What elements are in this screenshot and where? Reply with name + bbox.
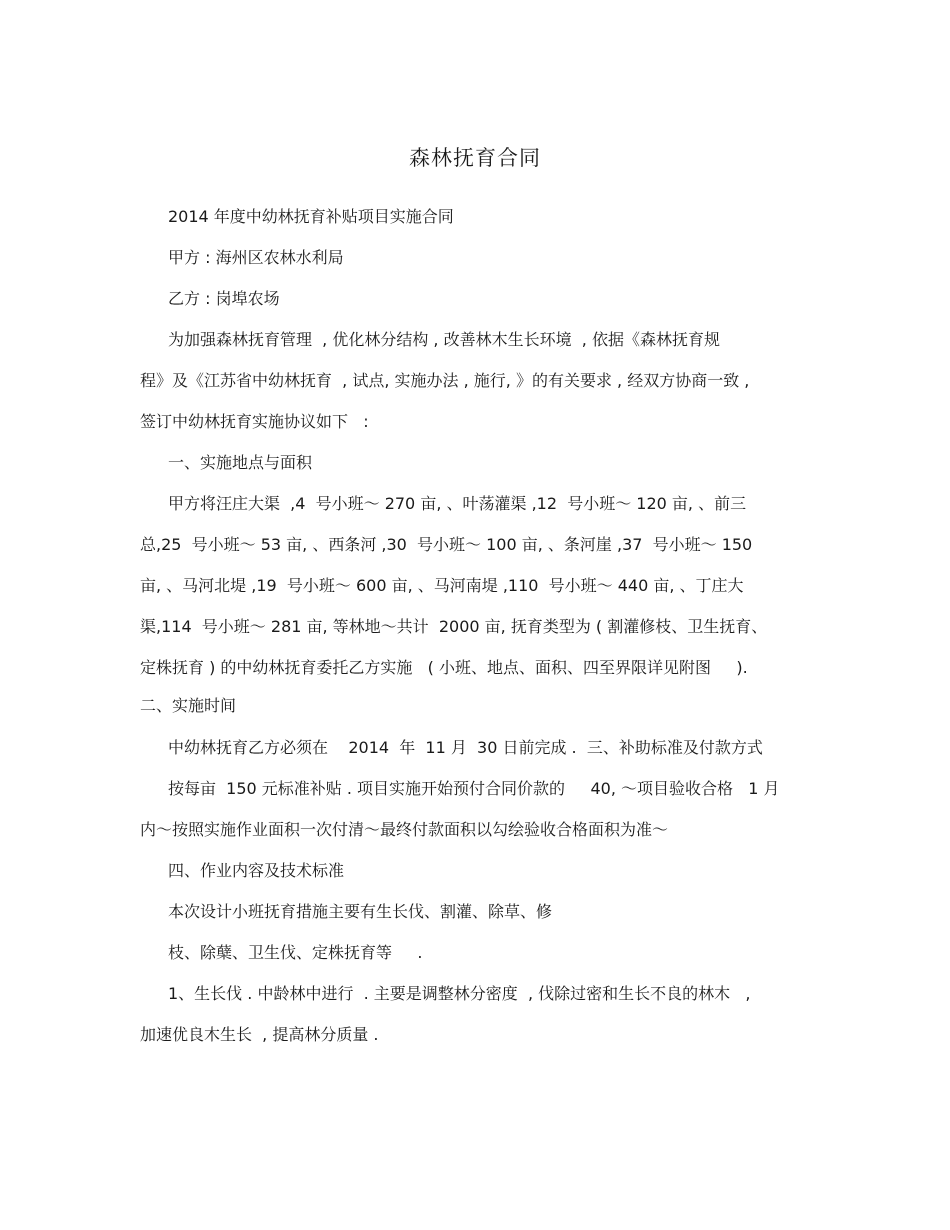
item-1-line-1: 1、生长伐 . 中龄林中进行 . 主要是调整林分密度 , 伐除过密和生长不良的林木 , <box>168 984 751 1003</box>
section-1-line-5: 定株抚育 ) 的中幼林抚育委托乙方实施 ( 小班、地点、面积、四至界限详见附图 ). <box>140 658 748 677</box>
item-1-line-2: 加速优良木生长 , 提高林分质量 . <box>140 1025 379 1044</box>
section-4-line-1: 本次设计小班抚育措施主要有生长伐、割灌、除草、修 <box>168 902 553 921</box>
section-4-heading: 四、作业内容及技术标准 <box>168 861 345 880</box>
party-a: 甲方 : 海州区农林水利局 <box>168 248 344 267</box>
section-1-line-4: 渠,114 号小班～ 281 亩, 等林地～共计 2000 亩, 抚育类型为 ( 割灌修枝、卫生抚育、 <box>140 617 768 636</box>
section-1-line-2: 总,25 号小班～ 53 亩, 、西条河 ,30 号小班～ 100 亩, 、条河崖 ,37 号小班～ 150 <box>140 535 753 554</box>
intro-paragraph-line-1: 为加强森林抚育管理 , 优化林分结构 , 改善林木生长环境 , 依据《森林抚育规 <box>168 330 720 349</box>
party-b: 乙方 : 岗埠农场 <box>168 289 280 308</box>
section-1-line-1: 甲方将汪庄大渠 ,4 号小班～ 270 亩, 、叶荡灌渠 ,12 号小班～ 120 亩, 、前三 <box>168 494 747 513</box>
section-4-line-2: 枝、除蘖、卫生伐、定株抚育等 . <box>168 943 423 962</box>
section-3-line-2: 内～按照实施作业面积一次付清～最终付款面积以勾绘验收合格面积为准～ <box>140 820 669 839</box>
section-2-heading: 二、实施时间 <box>140 696 237 715</box>
section-1-line-3: 亩, 、马河北堤 ,19 号小班～ 600 亩, 、马河南堤 ,110 号小班～ 440 亩, 、丁庄大 <box>140 576 744 595</box>
contract-subtitle: 2014 年度中幼林抚育补贴项目实施合同 <box>168 207 454 226</box>
section-3-line-1: 按每亩 150 元标准补贴 . 项目实施开始预付合同价款的 40, ～项目验收合格 1 月 <box>168 779 780 798</box>
document-title: 森林抚育合同 <box>409 146 541 170</box>
intro-paragraph-line-2: 程》及《江苏省中幼林抚育 , 试点, 实施办法 , 施行, 》的有关要求 , 经双方协商一致 , <box>140 371 750 390</box>
section-1-heading: 一、实施地点与面积 <box>168 453 313 472</box>
intro-paragraph-line-3: 签订中幼林抚育实施协议如下 : <box>140 412 369 431</box>
section-2-line-1: 中幼林抚育乙方必须在 2014 年 11 月 30 日前完成 . 三、补助标准及付款方式 <box>168 738 763 757</box>
